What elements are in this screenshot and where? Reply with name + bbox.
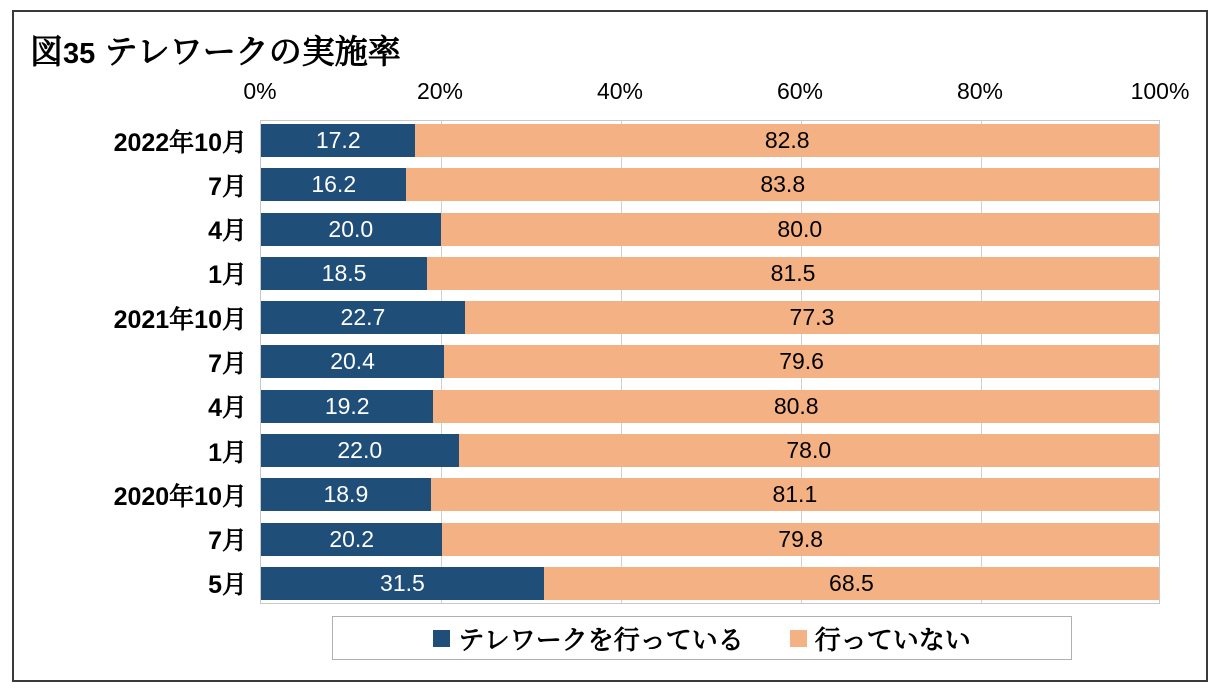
bar-value-label: 18.9: [323, 481, 369, 508]
bar-row: [113, 478, 1159, 511]
chart-legend: [332, 616, 1072, 660]
bar-segment-no-telework: [406, 168, 1159, 201]
category-label: 1月: [208, 261, 247, 290]
legend-item[interactable]: [433, 620, 743, 657]
bar-value-label: 81.1: [772, 481, 818, 508]
bar-value-label: 80.8: [773, 392, 819, 419]
bar-segment-telework: [261, 345, 444, 378]
bar-row: [208, 390, 1159, 423]
category-label: 7月: [208, 172, 247, 201]
legend-label: 行っていない: [814, 624, 971, 655]
bar-segment-no-telework: [442, 523, 1159, 556]
category-label: 7月: [208, 527, 247, 556]
bar-segment-no-telework: [444, 345, 1159, 378]
bar-segment-no-telework: [415, 124, 1159, 157]
bar-value-label: 82.8: [764, 127, 810, 153]
bar-value-label: 20.2: [329, 525, 375, 552]
x-axis-tick-label: 20%: [416, 78, 464, 104]
bar-value-label: 68.5: [829, 569, 874, 596]
bar-value-label: 22.7: [340, 304, 386, 331]
bar-row: [208, 168, 1159, 201]
category-label: 2021年10月: [113, 305, 247, 334]
x-axis-tick-label: 40%: [596, 78, 644, 104]
bar-segment-no-telework: [441, 213, 1159, 246]
figure-title: [30, 26, 401, 73]
legend-item[interactable]: [790, 620, 971, 657]
category-label: 5月: [208, 571, 247, 600]
category-label: 4月: [208, 217, 247, 246]
bar-row: [208, 567, 1159, 600]
bar-segment-no-telework: [544, 567, 1159, 600]
bar-segment-no-telework: [427, 257, 1159, 290]
bar-value-label: 31.5: [380, 569, 425, 596]
bar-segment-telework: [261, 434, 459, 467]
bar-value-label: 81.5: [770, 259, 816, 286]
figure-container: [12, 10, 1208, 682]
category-label: 1月: [208, 438, 247, 467]
chart-plot-area: [113, 120, 1160, 604]
bar-row: [113, 301, 1159, 334]
bar-segment-no-telework: [433, 390, 1159, 423]
bar-value-label: 18.5: [321, 259, 367, 286]
bar-segment-telework: [261, 257, 427, 290]
bar-segment-telework: [261, 478, 431, 511]
bar-segment-telework: [261, 168, 406, 201]
bar-rows: [113, 121, 1159, 603]
bar-row: [208, 523, 1159, 556]
figure-title-number: 35: [63, 38, 96, 70]
bar-value-label: 79.8: [778, 525, 824, 552]
bar-segment-telework: [261, 567, 544, 600]
bar-segment-telework: [261, 124, 415, 157]
category-label: 2022年10月: [113, 128, 247, 157]
figure-title-prefix: 図: [30, 33, 63, 70]
bar-value-label: 20.4: [330, 348, 375, 375]
bar-value-label: 78.0: [786, 437, 832, 464]
bar-segment-no-telework: [465, 301, 1159, 334]
bar-value-label: 83.8: [760, 171, 806, 198]
legend-swatch-icon: [790, 630, 807, 647]
legend-label: テレワークを行っている: [458, 624, 744, 655]
legend-swatch-icon: [433, 630, 450, 647]
bar-value-label: 77.3: [789, 304, 835, 331]
bar-value-label: 17.2: [315, 127, 361, 153]
category-label: 4月: [208, 394, 247, 423]
bar-row: [208, 213, 1159, 246]
category-label: 2020年10月: [113, 482, 247, 511]
bar-value-label: 79.6: [779, 348, 824, 375]
bar-row: [208, 434, 1159, 467]
bar-value-label: 16.2: [311, 171, 357, 198]
bar-segment-telework: [261, 523, 442, 556]
bar-segment-telework: [261, 390, 433, 423]
bar-row: [208, 257, 1159, 290]
bar-segment-telework: [261, 213, 441, 246]
x-axis-tick-label: 100%: [1130, 78, 1190, 104]
category-label: 7月: [208, 349, 247, 378]
bar-value-label: 20.0: [328, 215, 374, 242]
bar-segment-telework: [261, 301, 465, 334]
bar-value-label: 80.0: [777, 215, 823, 242]
x-axis-tick-label: 0%: [243, 78, 277, 104]
x-axis-tick-label: 60%: [776, 78, 824, 104]
bar-row: [113, 124, 1159, 157]
x-axis-tick-label: 80%: [956, 78, 1004, 104]
bar-value-label: 19.2: [324, 392, 370, 419]
figure-title-text: テレワークの実施率: [104, 33, 401, 70]
bar-row: [208, 345, 1159, 378]
bar-value-label: 22.0: [337, 437, 383, 464]
bar-segment-no-telework: [431, 478, 1159, 511]
bar-segment-no-telework: [459, 434, 1159, 467]
